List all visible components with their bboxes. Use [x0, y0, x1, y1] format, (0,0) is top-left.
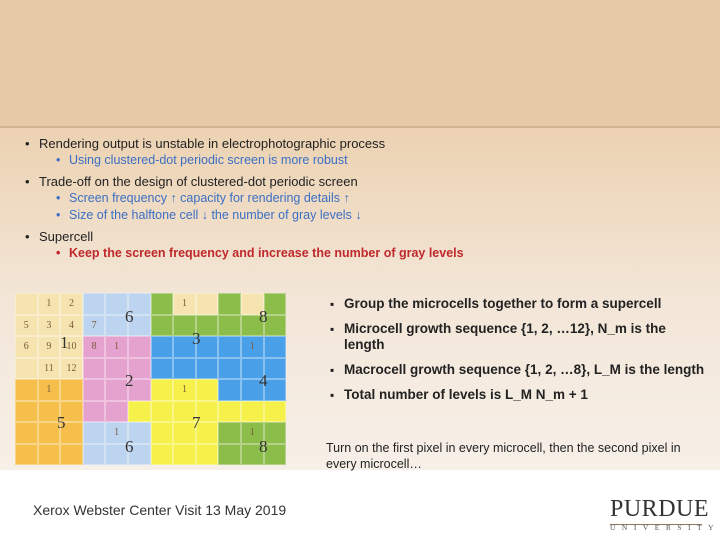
supercell-explanation	[330, 296, 710, 412]
grid-cell	[151, 336, 174, 358]
grid-cell	[196, 358, 219, 380]
macrocell-number: 7	[192, 413, 201, 432]
bullet-2: • Trade-off on the design of clustered-dot periodic screen	[24, 173, 704, 190]
grid-cell	[196, 444, 219, 466]
grid-cell: 1	[38, 379, 61, 401]
sub-bullet-2-1: • Screen frequency ↑ capacity for rendering details ↑	[24, 190, 704, 207]
grid-cell	[218, 336, 241, 358]
macrocell-number: 3	[192, 329, 201, 348]
right-bullet-2-text: Microcell growth sequence {1, 2, …12}, N_m is the length	[344, 321, 666, 352]
title-band	[0, 0, 720, 126]
logo-name: PURDUE	[610, 496, 710, 522]
macrocell-number: 6	[125, 437, 134, 456]
divider	[0, 126, 720, 128]
grid-cell: 7	[83, 315, 106, 337]
grid-cell	[83, 444, 106, 466]
grid-cell	[15, 444, 38, 466]
grid-cell	[128, 336, 151, 358]
grid-cell: 9	[38, 336, 61, 358]
grid-cell: 1	[38, 293, 61, 315]
grid-cell	[196, 379, 219, 401]
bullet-1: • Rendering output is unstable in electrophotographic process	[24, 135, 704, 152]
grid-cell: 1	[173, 379, 196, 401]
bullet-list	[24, 131, 704, 262]
grid-cell	[83, 379, 106, 401]
macrocell-number: 4	[259, 371, 268, 390]
logo-sub: UNIVERSITY	[610, 523, 720, 532]
grid-cell: 11	[38, 358, 61, 380]
pixel-order-note: Turn on the first pixel in every microcell, then the second pixel in every microcell…	[326, 441, 681, 471]
grid-cell: 1	[241, 336, 264, 358]
grid-cell	[218, 401, 241, 423]
grid-cell	[151, 358, 174, 380]
macrocell-number: 8	[259, 307, 268, 326]
grid-cell	[196, 293, 219, 315]
sub-bullet-2-2: • Size of the halftone cell ↓ the number of gray levels ↓	[24, 207, 704, 224]
grid-cell: 10	[60, 336, 83, 358]
grid-cell	[15, 358, 38, 380]
grid-cell	[38, 444, 61, 466]
grid-cell	[151, 401, 174, 423]
macrocell-number: 5	[57, 413, 66, 432]
right-bullet-4: ▪ Total number of levels is L_M N_m + 1	[330, 387, 710, 403]
grid-cell	[151, 293, 174, 315]
grid-cell	[15, 293, 38, 315]
macrocell-number: 2	[125, 371, 134, 390]
grid-cell	[83, 358, 106, 380]
grid-cell	[83, 293, 106, 315]
grid-cell	[83, 401, 106, 423]
grid-cell: 2	[60, 293, 83, 315]
grid-cell: 1	[105, 336, 128, 358]
sub-bullet-1-1: • Using clustered-dot periodic screen is more robust	[24, 152, 704, 169]
grid-cell	[60, 444, 83, 466]
grid-cell: 6	[15, 336, 38, 358]
grid-cell	[151, 315, 174, 337]
macrocell-number: 8	[259, 437, 268, 456]
macrocell-number: 1	[60, 333, 69, 352]
grid-cell	[15, 379, 38, 401]
supercell-grid	[15, 293, 286, 465]
footer-text: Xerox Webster Center Visit 13 May 2019	[33, 502, 287, 518]
grid-cell	[218, 444, 241, 466]
grid-cell: 1	[173, 293, 196, 315]
purdue-logo	[610, 496, 720, 532]
grid-cell	[60, 379, 83, 401]
bullet-3: • Supercell	[24, 228, 704, 245]
grid-cell	[105, 401, 128, 423]
grid-cell: 5	[15, 315, 38, 337]
grid-cell	[173, 358, 196, 380]
grid-cell	[218, 422, 241, 444]
grid-cell	[173, 444, 196, 466]
grid-cell: 4	[60, 315, 83, 337]
grid-cell: 12	[60, 358, 83, 380]
grid-cell	[264, 336, 287, 358]
grid-cell	[15, 401, 38, 423]
grid-cell	[151, 422, 174, 444]
grid-cell	[218, 379, 241, 401]
grid-cell	[151, 444, 174, 466]
grid-cell: 1	[241, 422, 264, 444]
grid-cell	[128, 401, 151, 423]
sub-bullet-3-1: • Keep the screen frequency and increase the number of gray levels	[24, 245, 704, 262]
grid-cell	[218, 358, 241, 380]
grid-cell	[151, 379, 174, 401]
grid-cell: 8	[83, 336, 106, 358]
grid-cell	[218, 315, 241, 337]
right-bullet-3	[330, 362, 710, 378]
right-bullet-1: ▪ Group the microcells together to form a supercell	[330, 296, 710, 312]
macrocell-number: 6	[125, 307, 134, 326]
grid-cell	[83, 422, 106, 444]
grid-cell	[241, 401, 264, 423]
grid-cell	[264, 401, 287, 423]
grid-cell: 3	[38, 315, 61, 337]
grid-cell	[218, 293, 241, 315]
grid-cell	[15, 422, 38, 444]
right-bullet-2	[330, 321, 710, 353]
grid-cell: 1	[105, 422, 128, 444]
right-bullet-3-text: Macrocell growth sequence {1, 2, …8}, L_M is the length	[344, 362, 705, 377]
